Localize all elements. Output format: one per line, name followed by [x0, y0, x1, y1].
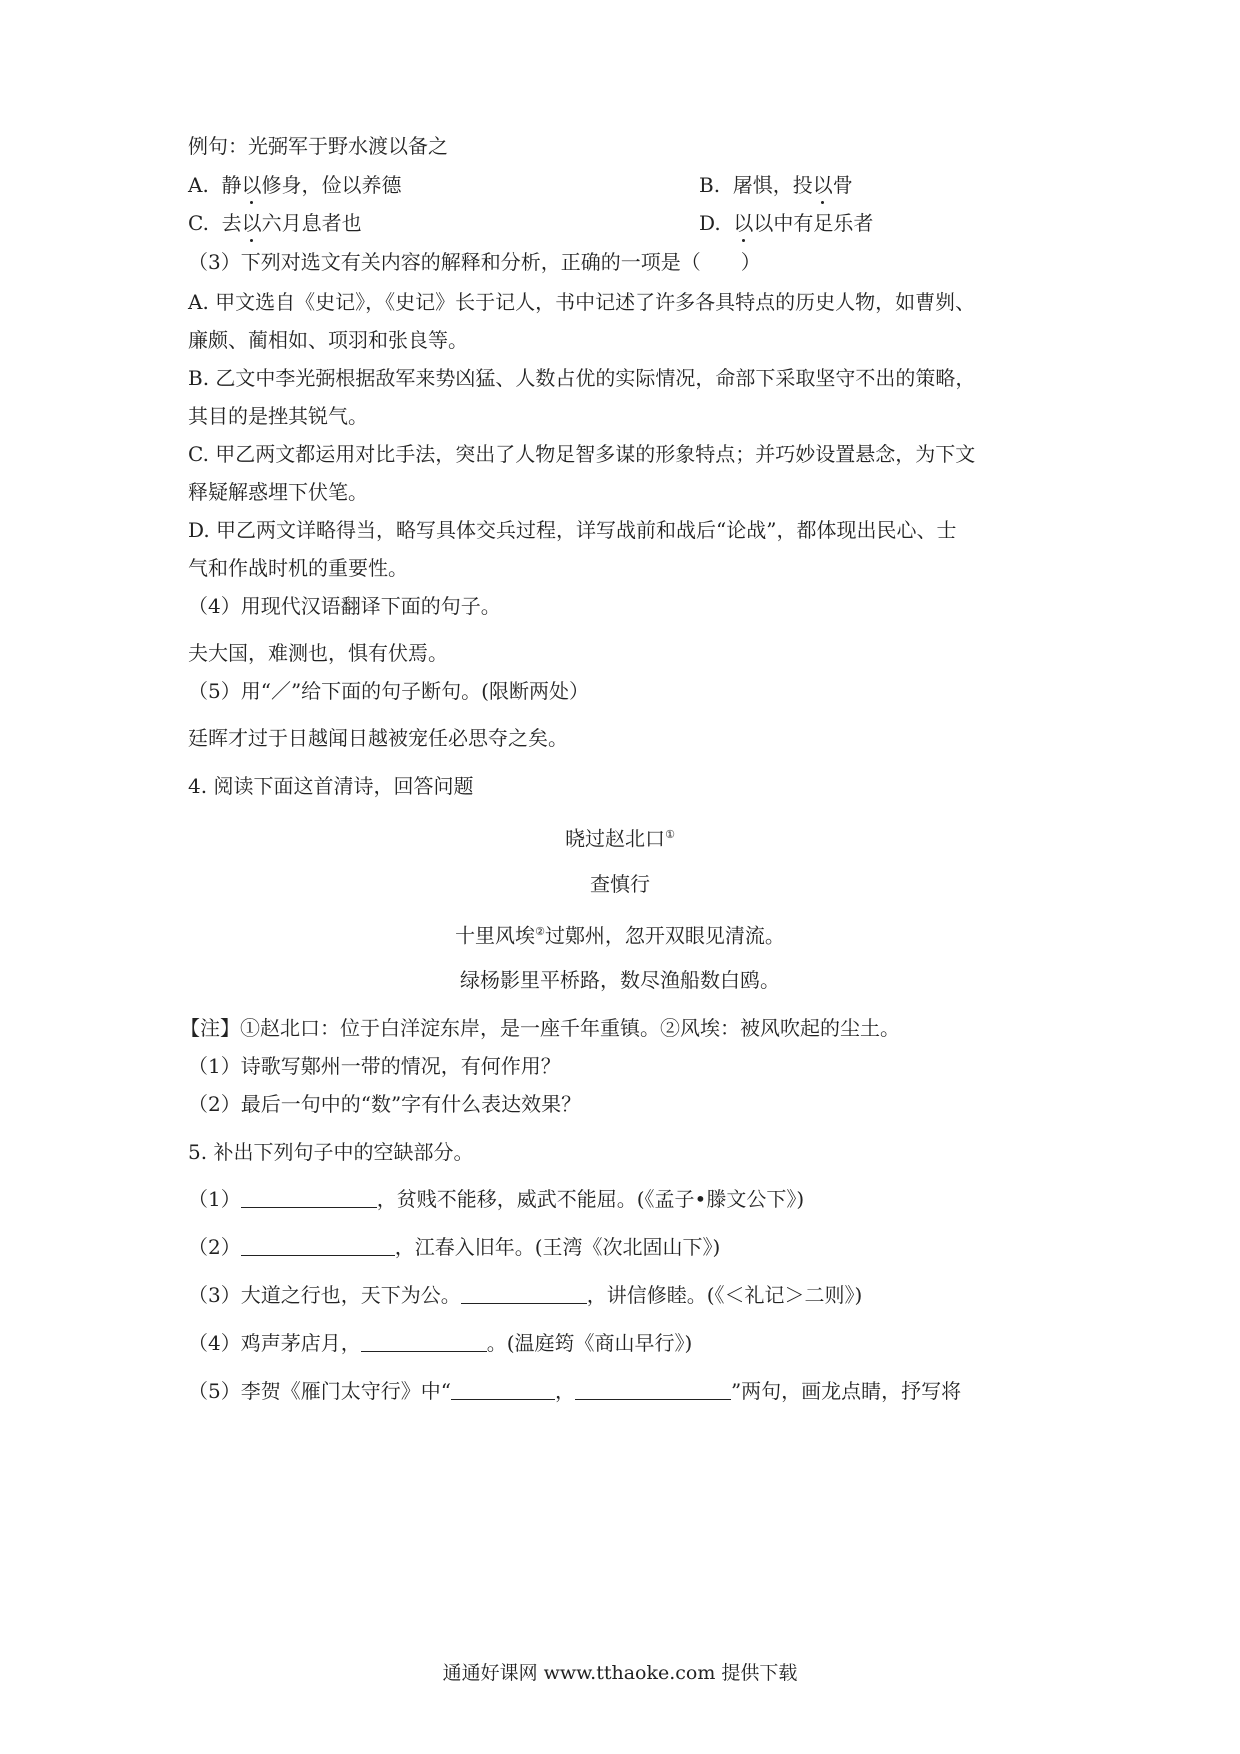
answer-blank[interactable]	[241, 1235, 395, 1256]
fill-blank-1: （1） ，贫贱不能移，威武不能屈。(《孟子•滕文公下》)	[188, 1187, 805, 1211]
fill-blank-5: （5）李贺《雁门太守行》中“ ， ”两句，画龙点睛，抒写将	[188, 1379, 962, 1403]
answer-blank[interactable]	[361, 1331, 487, 1352]
q3-option-a-line2: 廉颇、蔺相如、项羽和张良等。	[188, 328, 468, 352]
option-b: B. 屠惧，投以骨	[699, 173, 853, 197]
question-4-stem: （4）用现代汉语翻译下面的句子。	[188, 594, 501, 618]
question-5-stem: （5）用“／”给下面的句子断句。(限断两处）	[188, 679, 589, 703]
answer-blank[interactable]	[461, 1283, 587, 1304]
poem-question-1: （1）诗歌写鄚州一带的情况，有何作用？	[188, 1054, 561, 1078]
page-footer: 通通好课网 www.tthaoke.com 提供下载	[442, 1662, 798, 1684]
poem-question-intro: 4. 阅读下面这首清诗，回答问题	[188, 774, 474, 798]
fill-blank-2: （2） ，江春入旧年。(王湾《次北固山下》)	[188, 1235, 721, 1259]
q3-option-b-line1: B. 乙文中李光弼根据敌军来势凶猛、人数占优的实际情况，命部下采取坚守不出的策略，	[188, 366, 976, 390]
question-5-sentence: 廷晖才过于日越闻日越被宠任必思夺之矣。	[188, 726, 568, 750]
answer-blank[interactable]	[241, 1187, 377, 1208]
q3-option-a-line1: A. 甲文选自《史记》，《史记》长于记人，书中记述了许多各具特点的历史人物，如曹刿、	[188, 290, 976, 314]
question-4-sentence: 夫大国，难测也，惧有伏焉。	[188, 641, 448, 665]
poem-notes: 【注】①赵北口：位于白洋淀东岸，是一座千年重镇。②风埃：被风吹起的尘土。	[180, 1016, 900, 1040]
footnote-marker: ①	[665, 828, 675, 841]
option-a: A. 静以修身，俭以养德	[188, 173, 402, 197]
fill-blank-4: （4）鸡声茅店月， 。(温庭筠《商山早行》)	[188, 1331, 693, 1355]
poem-line-1: 十里风埃②过鄚州，忽开双眼见清流。	[455, 923, 785, 948]
q3-option-b-line2: 其目的是挫其锐气。	[188, 404, 368, 428]
fill-blank-3: （3）大道之行也，天下为公。 ，讲信修睦。(《＜礼记＞二则》)	[188, 1283, 863, 1307]
answer-blank[interactable]	[451, 1379, 555, 1400]
emphasis-dot: 以	[812, 173, 833, 197]
q3-option-c-line2: 释疑解惑埋下伏笔。	[188, 480, 368, 504]
poem-line-2: 绿杨影里平桥路，数尽渔船数白鸥。	[460, 968, 780, 992]
option-c: C. 去以六月息者也	[188, 211, 362, 235]
q3-option-d-line2: 气和作战时机的重要性。	[188, 556, 408, 580]
example-sentence: 例句：光弼军于野水渡以备之	[188, 134, 448, 158]
poem-title: 晓过赵北口①	[565, 826, 675, 851]
emphasis-dot: 以	[241, 173, 262, 197]
fill-blank-intro: 5. 补出下列句子中的空缺部分。	[188, 1140, 474, 1164]
emphasis-dot: 以	[733, 211, 754, 235]
option-d: D. 以以中有足乐者	[699, 211, 874, 235]
emphasis-dot: 以	[241, 211, 262, 235]
q3-option-c-line1: C. 甲乙两文都运用对比手法，突出了人物足智多谋的形象特点；并巧妙设置悬念，为下文	[188, 442, 976, 466]
footnote-marker: ②	[535, 925, 545, 938]
answer-blank[interactable]	[575, 1379, 731, 1400]
poem-question-2: （2）最后一句中的“数”字有什么表达效果？	[188, 1092, 582, 1116]
poem-author: 查慎行	[590, 872, 650, 896]
q3-option-d-line1: D. 甲乙两文详略得当，略写具体交兵过程，详写战前和战后“论战”，都体现出民心、士	[188, 518, 957, 542]
question-3-stem: （3）下列对选文有关内容的解释和分析，正确的一项是（ ）	[188, 250, 761, 274]
